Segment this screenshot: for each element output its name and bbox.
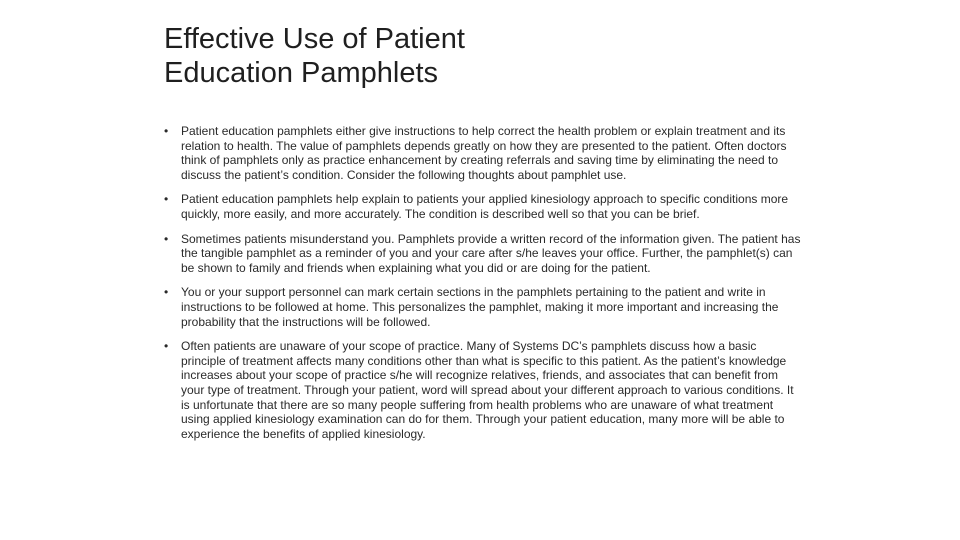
bullet-dot-icon: • [164,192,169,207]
bullet-text: Patient education pamphlets either give instructions to help correct the health problem or explain treatment and its relation to health. The value of pamphlets depends greatly on how they are presented to the patient. Often doctors think of pamphlets only as practice enhancement by creating referrals and saving time by eliminating the need to discuss the patient’s condition. Consider the following thoughts about pamphlet use. [181,124,787,182]
slide-title-line-2: Education Pamphlets [164,57,439,89]
bullet-dot-icon: • [164,231,169,246]
bullet-item-1 [164,124,804,182]
bullet-item-2 [164,192,804,221]
bullet-dot-icon: • [164,339,169,354]
bullet-dot-icon: • [164,285,169,300]
bullet-text: Often patients are unaware of your scope of practice. Many of Systems DC’s pamphlets discuss how a basic principle of treatment affects many conditions other than what is specific to this patient. As the patient’s knowledge increases about your scope of practice s/he will recognize relatives, friends, and associates that can benefit from your type of treatment. Through your patient, word will spread about your different approach to various conditions. It is unfortunate that there are so many people suffering from health problems who are unaware of what treatment using applied kinesiology examination can do for them. Through your patient education, many more will be able to experience the benefits of applied kinesiology. [181,339,794,441]
bullet-item-4 [164,285,804,329]
bullet-dot-icon: • [164,124,169,138]
bullet-list [164,124,804,451]
bullet-text: Sometimes patients misunderstand you. Pamphlets provide a written record of the information given. The patient has the tangible pamphlet as a reminder of you and your care after s/he leaves your office. Further, the pamphlet(s) can be shown to family and friends when explaining what you did or are doing for the patient. [181,231,801,275]
slide-title-line-1: Effective Use of Patient [164,23,465,55]
slide-title [164,22,804,90]
bullet-item-5 [164,339,804,441]
bullet-text: You or your support personnel can mark certain sections in the pamphlets pertaining to the patient and write in instructions to be followed at home. This personalizes the pamphlet, making it more important and increasing the probability that the instructions will be followed. [181,285,779,329]
bullet-text: Patient education pamphlets help explain to patients your applied kinesiology approach to specific conditions more quickly, more easily, and more accurately. The condition is described well so that you can be brief. [181,192,789,221]
bullet-item-3 [164,232,804,276]
